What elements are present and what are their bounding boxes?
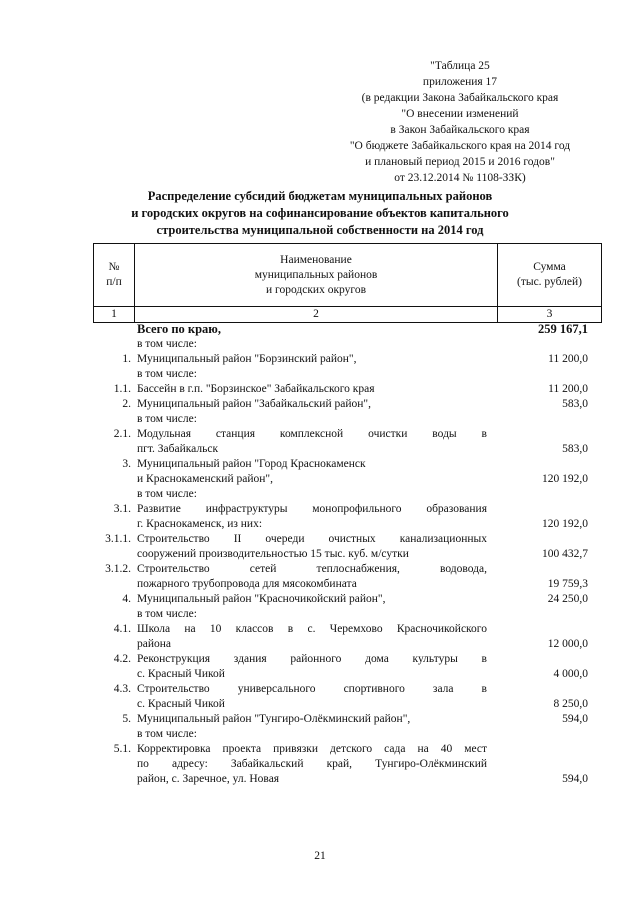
row-number — [93, 607, 135, 622]
table-body — [93, 322, 602, 787]
row-name-line: в том числе: — [137, 608, 197, 620]
row-amount-value: 583,0 — [562, 443, 588, 455]
row-name-line: Муниципальный район "Забайкальский район", — [137, 398, 371, 410]
row-amount — [493, 457, 602, 487]
row-name — [135, 592, 493, 607]
row-name-line: Корректировка проекта привязки детского сада на 40 мест — [137, 743, 487, 755]
row-name-line: Строительство II очереди очистных канализационных — [137, 533, 487, 545]
row-name — [135, 487, 493, 502]
row-name — [135, 652, 493, 682]
row-amount-value: 594,0 — [562, 713, 588, 725]
row-name-line: по адресу: Забайкальский край, Тунгиро-Олёкминский — [137, 758, 487, 770]
row-name-line: район, с. Заречное, ул. Новая — [137, 773, 280, 785]
row-number: 4.2. — [113, 653, 131, 665]
table-row — [93, 712, 602, 727]
header-note-line: от 23.12.2014 № 1108-ЗЗК) — [394, 172, 526, 184]
row-number: 3.1.1. — [105, 533, 131, 545]
row-name — [135, 397, 493, 412]
row-name — [135, 502, 493, 532]
row-name-line: и Краснокаменский район", — [137, 473, 273, 485]
row-amount — [493, 652, 602, 682]
row-number — [93, 322, 135, 337]
row-amount-value: 4 000,0 — [553, 668, 588, 680]
row-name — [135, 607, 493, 622]
row-name-line: в том числе: — [137, 368, 197, 380]
row-amount-value: 120 192,0 — [542, 518, 588, 530]
row-amount-value: 120 192,0 — [542, 473, 588, 485]
row-name — [135, 427, 493, 457]
column-index: 1 — [94, 307, 135, 323]
table-row — [93, 502, 602, 532]
row-number: 4. — [122, 593, 131, 605]
column-header-line: и городских округов — [266, 283, 366, 296]
table-row — [93, 427, 602, 457]
column-header-line: Наименование — [280, 253, 352, 266]
row-name — [135, 742, 493, 787]
row-name-line: Муниципальный район "Борзинский район", — [137, 353, 357, 365]
row-amount — [493, 502, 602, 532]
table-row — [93, 397, 602, 412]
column-header-line: п/п — [106, 276, 122, 288]
table-row — [93, 322, 602, 337]
row-name — [135, 727, 493, 742]
row-name-line: Муниципальный район "Город Краснокаменск — [137, 458, 366, 470]
row-number: 5.1. — [113, 743, 131, 755]
table-row — [93, 592, 602, 607]
row-name-line: в том числе: — [137, 338, 197, 350]
row-amount — [493, 607, 602, 622]
column-index: 3 — [498, 307, 602, 323]
row-number: 1.1. — [113, 383, 131, 395]
row-number: 2. — [122, 398, 131, 410]
row-amount — [493, 367, 602, 382]
column-index: 2 — [135, 307, 498, 323]
row-name-line: Школа на 10 классов в с. Черемхово Красночикойского — [137, 623, 487, 635]
row-amount — [493, 487, 602, 502]
table-row — [93, 337, 602, 352]
table-row — [93, 382, 602, 397]
row-amount — [493, 622, 602, 652]
row-amount — [493, 682, 602, 712]
row-amount — [493, 352, 602, 367]
row-amount — [493, 562, 602, 592]
table-row — [93, 622, 602, 652]
row-amount — [493, 427, 602, 457]
row-name-line: в том числе: — [137, 728, 197, 740]
row-name-line: Всего по краю, — [137, 322, 221, 336]
row-number: 4.1. — [113, 623, 131, 635]
row-amount-value: 19 759,3 — [547, 578, 588, 590]
table-row — [93, 412, 602, 427]
table-header-captions — [94, 244, 602, 307]
row-amount — [493, 322, 602, 337]
row-amount-value: 11 200,0 — [548, 353, 588, 365]
document-title — [100, 188, 540, 239]
row-amount — [493, 412, 602, 427]
header-note-line: (в редакции Закона Забайкальского края — [361, 92, 559, 104]
row-name — [135, 622, 493, 652]
row-number: 3.1.2. — [105, 563, 131, 575]
row-name — [135, 382, 493, 397]
row-name-line: с. Красный Чикой — [137, 698, 225, 710]
row-name-line: Реконструкция здания районного дома культуры в — [137, 653, 487, 665]
title-line: Распределение субсидий бюджетам муниципальных районов — [147, 189, 493, 203]
row-amount-value: 259 167,1 — [538, 322, 588, 336]
column-header-amount — [498, 244, 602, 307]
table-row — [93, 727, 602, 742]
table-header — [93, 243, 602, 323]
row-amount — [493, 742, 602, 787]
column-header-line: Сумма — [533, 261, 566, 273]
table-row — [93, 607, 602, 622]
row-name-line: Строительство универсального спортивного зала в — [137, 683, 487, 695]
row-name — [135, 457, 493, 487]
row-number: 1. — [122, 353, 131, 365]
title-line: и городских округов на софинансирование объектов капитального — [131, 206, 509, 220]
row-amount — [493, 592, 602, 607]
row-name — [135, 352, 493, 367]
row-amount — [493, 712, 602, 727]
table-row — [93, 367, 602, 382]
page-number: 21 — [314, 850, 326, 862]
row-name-line: пожарного трубопровода для мясокомбината — [137, 578, 357, 590]
row-number: 3.1. — [113, 503, 131, 515]
row-name-line: Развитие инфраструктуры монопрофильного образования — [137, 503, 487, 515]
row-amount-value: 11 200,0 — [548, 383, 588, 395]
row-amount — [493, 727, 602, 742]
row-name-line: в том числе: — [137, 413, 197, 425]
row-number — [93, 727, 135, 742]
row-amount-value: 8 250,0 — [553, 698, 588, 710]
row-amount-value: 583,0 — [562, 398, 588, 410]
header-note-line: "Таблица 25 — [430, 60, 490, 72]
row-name-line: района — [137, 638, 172, 650]
row-amount — [493, 337, 602, 352]
row-amount-value: 12 000,0 — [547, 638, 588, 650]
table-row — [93, 352, 602, 367]
column-header-line: муниципальных районов — [254, 268, 378, 281]
appendix-header-note — [320, 58, 600, 186]
row-name — [135, 337, 493, 352]
header-note-line: в Закон Забайкальского края — [390, 124, 530, 136]
row-name-line: сооружений производительностью 15 тыс. куб. м/сутки — [137, 548, 409, 560]
row-name — [135, 322, 493, 337]
row-amount-value: 100 432,7 — [542, 548, 588, 560]
table-column-numbers — [94, 307, 602, 323]
row-name — [135, 682, 493, 712]
row-name-line: Модульная станция комплексной очистки воды в — [137, 428, 487, 440]
row-name-line: г. Краснокаменск, из них: — [137, 518, 263, 530]
row-name-line: Муниципальный район "Красночикойский район", — [137, 593, 386, 605]
row-amount — [493, 382, 602, 397]
row-name-line: в том числе: — [137, 488, 197, 500]
row-name-line: с. Красный Чикой — [137, 668, 225, 680]
row-name-line: пгт. Забайкальск — [137, 443, 219, 455]
column-header-line: № — [108, 261, 120, 273]
column-header-number — [94, 244, 135, 307]
row-number: 5. — [122, 713, 131, 725]
table-row — [93, 652, 602, 682]
row-name — [135, 412, 493, 427]
row-amount-value: 24 250,0 — [547, 593, 588, 605]
column-header-line: (тыс. рублей) — [516, 276, 583, 288]
table-row — [93, 457, 602, 487]
row-number: 4.3. — [113, 683, 131, 695]
row-amount — [493, 397, 602, 412]
header-note-line: "О внесении изменений — [401, 108, 519, 120]
row-amount — [493, 532, 602, 562]
title-line: строительства муниципальной собственности на 2014 год — [156, 223, 484, 237]
row-amount-value: 594,0 — [562, 773, 588, 785]
row-number — [93, 337, 135, 352]
header-note-line: "О бюджете Забайкальского края на 2014 год — [349, 140, 571, 152]
table-row — [93, 532, 602, 562]
row-number: 3. — [122, 458, 131, 470]
row-name — [135, 532, 493, 562]
header-note-line: и плановый период 2015 и 2016 годов" — [365, 156, 555, 168]
header-note-line: приложения 17 — [422, 76, 498, 88]
row-number: 2.1. — [113, 428, 131, 440]
row-name-line: Муниципальный район "Тунгиро-Олёкминский район", — [137, 713, 411, 725]
table-row — [93, 682, 602, 712]
table-row — [93, 562, 602, 592]
row-name — [135, 367, 493, 382]
column-header-name — [135, 244, 498, 307]
row-number — [93, 367, 135, 382]
row-number — [93, 487, 135, 502]
row-name-line: Бассейн в г.п. "Борзинское" Забайкальского края — [137, 383, 375, 395]
row-name-line: Строительство сетей теплоснабжения, водовода, — [137, 563, 487, 575]
table-row — [93, 487, 602, 502]
table-row — [93, 742, 602, 787]
row-name — [135, 562, 493, 592]
row-number — [93, 412, 135, 427]
row-name — [135, 712, 493, 727]
